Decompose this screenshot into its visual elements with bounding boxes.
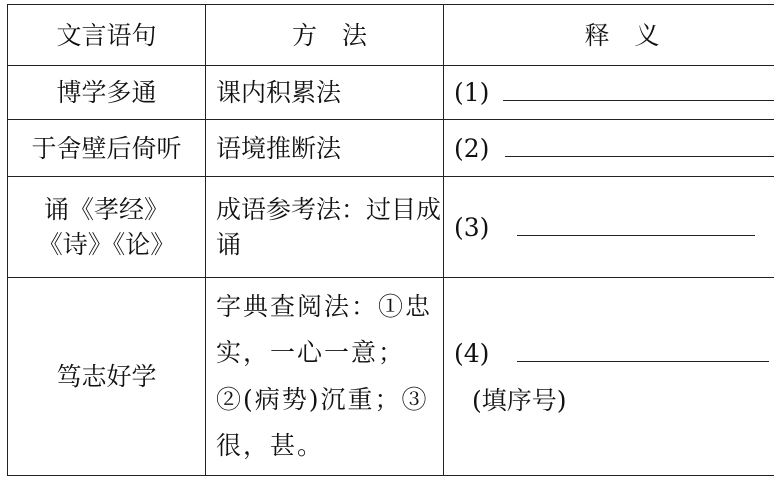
- answer-number: (4): [454, 338, 490, 368]
- answer-number: (3): [454, 212, 490, 242]
- sentence-cell: 博学多通: [8, 66, 206, 120]
- answer-blank[interactable]: [517, 215, 755, 236]
- answer-cell: [444, 177, 774, 278]
- header-meaning: 释 义: [444, 5, 774, 66]
- table-row: [8, 66, 774, 120]
- sentence-cell: [8, 177, 206, 278]
- sentence-cell: 于舍壁后倚听: [8, 120, 206, 177]
- table-row: [8, 177, 774, 278]
- answer-number: (1): [454, 78, 490, 107]
- method-cell: 字典查阅法：①忠实，一心一意；②(病势)沉重；③很，甚。: [206, 278, 444, 476]
- answer-cell: [444, 278, 774, 476]
- answer-cell: [444, 66, 774, 120]
- answer-blank[interactable]: [503, 80, 774, 101]
- answer-blank[interactable]: [505, 136, 774, 157]
- method-cell: 成语参考法：过目成诵: [206, 177, 444, 278]
- vocab-method-table: [7, 4, 774, 476]
- sentence-line: 《诗》《论》: [37, 230, 176, 259]
- answer-blank[interactable]: [517, 341, 769, 362]
- method-cell: 语境推断法: [206, 120, 444, 177]
- sentence-cell: 笃志好学: [8, 278, 206, 476]
- table-row: [8, 278, 774, 476]
- method-cell: 课内积累法: [206, 66, 444, 120]
- fill-hint: (填序号): [472, 385, 567, 415]
- answer-cell: [444, 120, 774, 177]
- header-row: [8, 5, 774, 66]
- sentence-line: 诵《孝经》: [43, 195, 169, 224]
- header-method: 方 法: [206, 5, 444, 66]
- header-sentence: 文言语句: [8, 5, 206, 66]
- table-row: [8, 120, 774, 177]
- answer-number: (2): [454, 133, 490, 163]
